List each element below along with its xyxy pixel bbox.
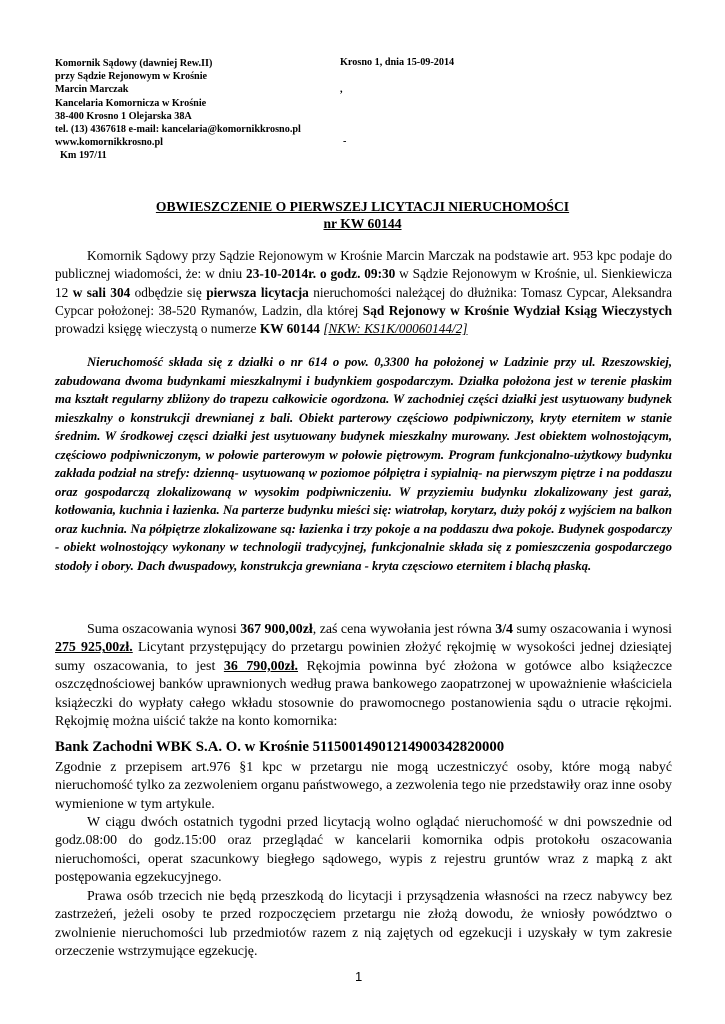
- header-line: Komornik Sądowy (dawniej Rew.II): [55, 58, 213, 69]
- page-number: 1: [355, 969, 363, 984]
- auction-type: pierwsza licytacja: [206, 284, 309, 300]
- kw-number: KW 60144: [259, 321, 320, 337]
- auction-date: 23-10-2014r. o godz. 09:30: [246, 266, 396, 282]
- header-comma: ,: [340, 84, 343, 95]
- land-registry-court: Sąd Rejonowy w Krośnie Wydział Ksiąg Wieczystych: [362, 302, 672, 318]
- property-description: Nieruchomość składa się z działki o nr 614 o pow. 0,3300 ha położonej w Ladzinie przy ul. Rzeszowskiej, zabudowana dwoma budynkami mieszkalnymi i budynkiem gospodarczym. Działka położona jest w terenie płaskim ma kształt regularny zbliżony do trapezu całkowicie ogordzona. W zachodniej części działki jest usytuowany budynek mieszkalny o konstrukcji drewnianej z bali. Obiekt parterowy częściowo podpiwniczony, kryty eternitem w stanie średnim. W środkowej częsci działki jest usytuowany budynek mieszkalny murowany. Jest obiektem wolnostojącym, częściowo podpiwniczonym, w połowie parterowym w połowie piętrowym. Program funkcjonalno-użytkowy budynku zakłada podział na strefy: dzienną- usytuowaną w poziomoe półpiętra i sypialnią- na pierwszym piętrze i na poddaszu oraz gospodarczą zlokalizowaną w wysokim podpiwniczeniu. W przyziemiu budynku zlokalizowany jest garaż, kotłowania, kuchnia i łazienka. Na parterze budynku mieści się: wiatrołap, korytarz, duży pokój z wyjściem na balkon oraz kuchnia. Na półpiętrze zlokalizowane są: łazienka i trzy pokoje a na poddaszu dwa pokoje. Budynek gospodarczy - obiekt wolnostojący wykonany w technologii tradycyjnej, funkcjonalnie składa się z pomieszczenia gospodarczego stodoły i obory. Dach dwuspadowy, konstrukcja grewniana - kryta częsciowo eternitem i blachą płaską.: [55, 355, 672, 573]
- fraction: 3/4: [495, 622, 513, 637]
- auction-room: w sali 304: [72, 284, 131, 300]
- bailiff-header: [55, 57, 301, 163]
- header-line: 38-400 Krosno 1 Olejarska 38A: [55, 110, 192, 122]
- eligibility-paragraph: Zgodnie z przepisem art.976 §1 kpc w przetargu nie mogą uczestniczyć osoby, które mogą nabyć nieruchomość tylko za zezwoleniem organu państwowego, a zezwolenia tego nie przedstawiły oraz inne osoby wymienione w tym artykule.: [55, 760, 672, 812]
- bank-account: Bank Zachodni WBK S.A. O. w Krośnie 51150014901214900342820000: [55, 739, 505, 755]
- case-number: Km 197/11: [60, 150, 107, 162]
- header-line: przy Sądzie Rejonowym w Krośnie: [55, 71, 208, 83]
- place-date: Krosno 1, dnia 15-09-2014: [340, 57, 455, 68]
- valuation-sum: 367 900,00zł: [240, 622, 313, 637]
- header-line: tel. (13) 4367618 e-mail: kancelaria@komornikkrosno.pl: [55, 124, 301, 136]
- document-subtitle: nr KW 60144: [323, 216, 402, 231]
- nkw-number: [NKW: KS1K/00060144/2]: [323, 321, 468, 337]
- starting-price: 275 925,00zł.: [55, 640, 133, 656]
- deposit-amount: 36 790,00zł.: [223, 658, 299, 674]
- valuation-paragraph: Suma oszacowania wynosi 367 900,00zł, zaś cena wywołania jest równa 3/4 sumy oszacowania i wynosi 275 925,00zł. Licytant przystępujący do przetargu powinien złożyć rękojmię w wysokości jednej dziesiątej sumy oszacowania, to jest 36 790,00zł. Rękojmia powinna być złożona w gotówce albo książeczce oszczędnościowej banków uprawnionych według prawa bankowego zaopatrzonej w upoważnienie właściciela książeczki do wypłaty całego wkładu stosownie do prawomocnego postanowienia sądu o utracie rękojmi. Rękojmię można uiścić także na konto komornika:: [55, 622, 672, 730]
- document-title: OBWIESZCZENIE O PIERWSZEJ LICYTACJI NIERUCHOMOŚCI: [155, 199, 570, 214]
- third-party-rights-paragraph: Prawa osób trzecich nie będą przeszkodą do licytacji i przysądzenia własności na rzecz nabywcy bez zastrzeżeń, jeżeli osoby te przed rozpoczęciem przetargu nie złożą dowodu, że wniosły powództwo o zwolnienie nieruchomości lub przedmiotów razem z nią zajętych od egzekucji i uzyskały w tym zakresie orzeczenie wstrzymujące egzekucję.: [55, 889, 672, 960]
- header-line: Kancelaria Komornicza w Krośnie: [55, 97, 207, 109]
- header-dash: -: [343, 136, 347, 147]
- intro-paragraph: Komornik Sądowy przy Sądzie Rejonowym w Krośnie Marcin Marczak na podstawie art. 953 kpc podaje do publicznej wiadomości, że: w dniu 23-10-2014r. o godz. 09:30 w Sądzie Rejonowym w Krośnie, ul. Sienkiewicza 12 w sali 304 odbędzie się pierwsza licytacja nieruchomości należącej do dłużnika: Tomasz Cypcar, Aleksandra Cypcar położonej: 38-520 Rymanów, Ladzin, dla której Sąd Rejonowy w Krośnie Wydział Ksiąg Wieczystych prowadzi księgę wieczystą o numerze KW 60144 [NKW: KS1K/00060144/2]: [55, 248, 673, 337]
- header-line: www.komornikkrosno.pl: [55, 137, 163, 149]
- inspection-paragraph: W ciągu dwóch ostatnich tygodni przed licytacją wolno oglądać nieruchomość w dni powszednie od godz.08:00 do godz.15:00 oraz przeglądać w kancelarii komornika odpis protokołu oszacowania nieruchomości, operat szacunkowy biegłego sądowego, wypis z rejestru gruntów wraz z mapką z akt postępowania egzekucyjnego.: [55, 815, 672, 886]
- header-line: Marcin Marczak: [55, 84, 129, 96]
